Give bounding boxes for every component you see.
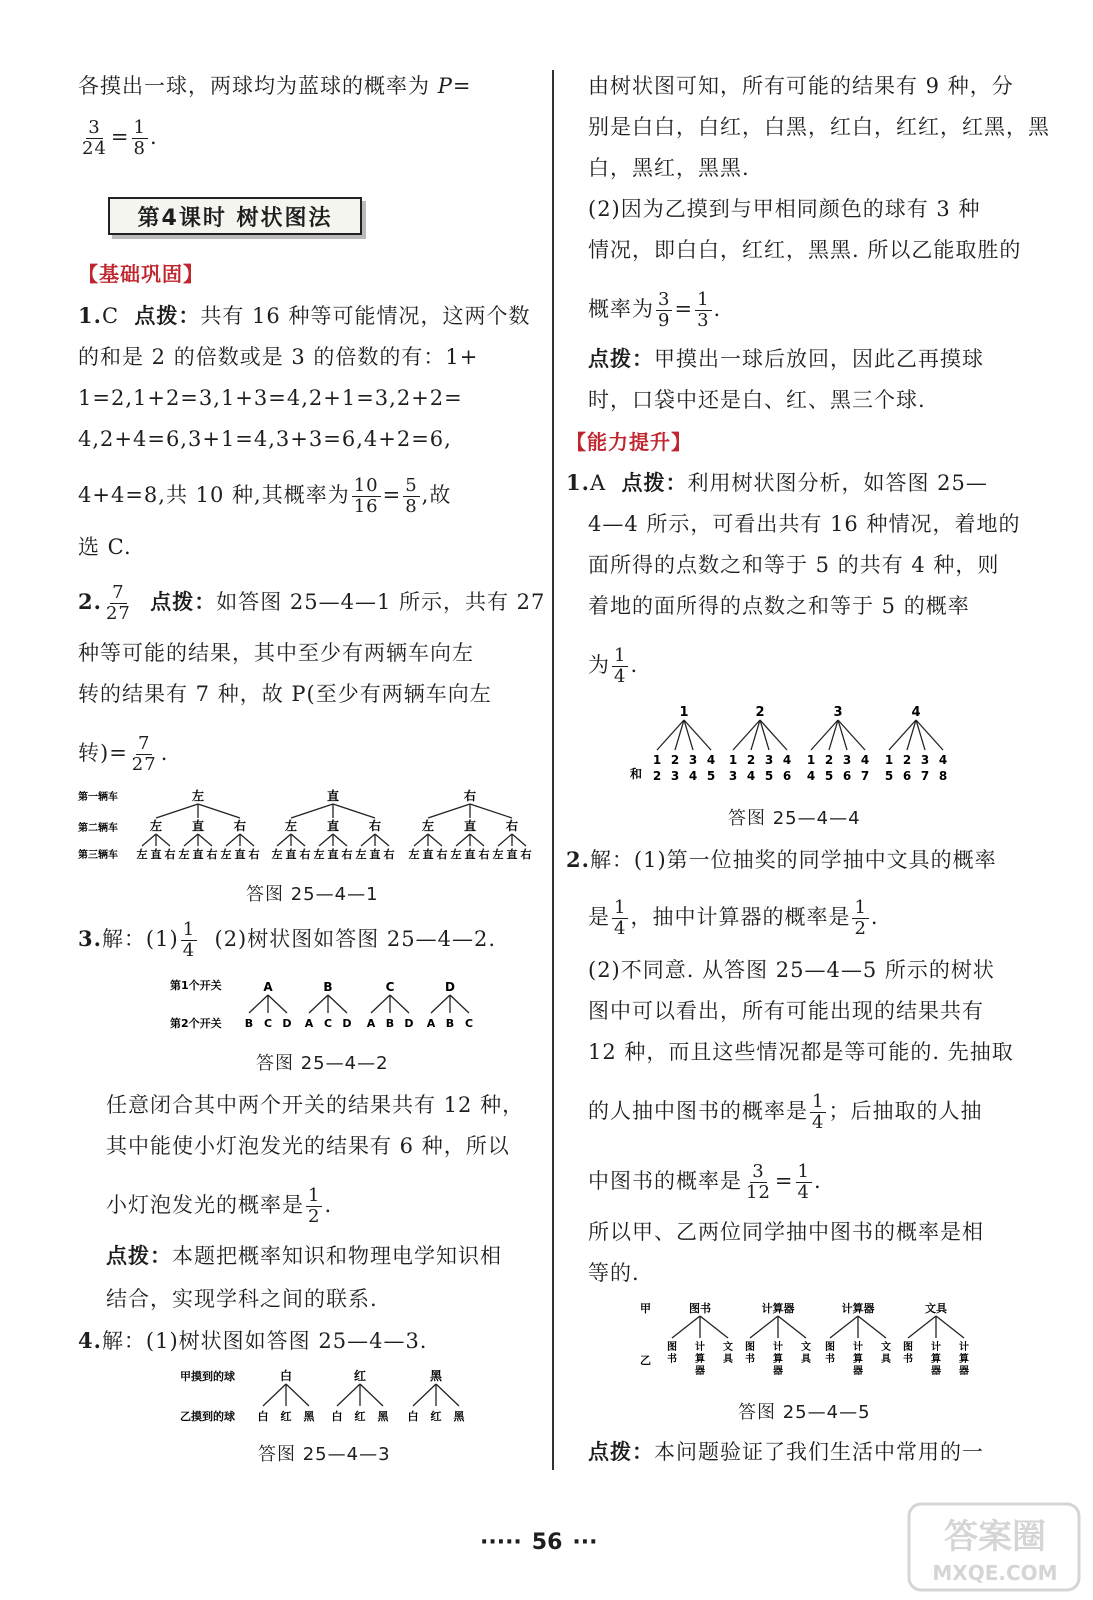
tree-branch (156, 804, 198, 818)
q3-hint: 点拨：本题把概率知识和物理电学知识相 (106, 1243, 502, 1268)
q4-line: 4.解：(1)树状图如答图 25—4—3. (78, 1328, 428, 1353)
tree-node: 左 (284, 819, 298, 833)
tree-leaf-char: 计 (959, 1342, 969, 1353)
tree-node: D (404, 1017, 414, 1030)
tree-node: C (263, 1017, 273, 1030)
tree-node: B (445, 1017, 455, 1030)
tree-node: 1 (728, 753, 738, 767)
tree-branch (431, 995, 450, 1013)
tree-diagram-25-4-1 (78, 786, 548, 866)
tree-leaf-char: 具 (881, 1354, 891, 1365)
q1-line: 选 C. (78, 535, 132, 559)
sum-value: 8 (938, 769, 948, 783)
tree-node: A (263, 980, 273, 994)
tree-leaf-char: 算 (959, 1354, 969, 1365)
tree-node: 右 (505, 819, 519, 833)
q1-line: 4,2+4=6,3+1=4,3+3=6,4+2=6, (78, 427, 452, 451)
a2-line: 中图书的概率是 $\frac{3}{12}$ = $\frac{1}{4}$ . (588, 1161, 822, 1203)
q3-line: 小灯泡发光的概率是 $\frac{1}{2}$ . (106, 1185, 333, 1227)
sum-value: 4 (746, 769, 756, 783)
tree-branch (226, 834, 240, 846)
tree-branch (390, 995, 409, 1013)
tree-node: 左 (220, 848, 232, 861)
tree-branch (268, 995, 287, 1013)
tree-leaf-char: 计 (773, 1342, 783, 1353)
q2-line: 转的结果有 7 种，故 P(至少有两辆车向左 (78, 682, 492, 706)
text-line: 由树状图可知，所有可能的结果有 9 种，分 (588, 74, 1014, 98)
tree-node: 1 (884, 753, 894, 767)
tree-leaf-char: 器 (853, 1366, 863, 1377)
tree-branch (414, 834, 428, 846)
q1-line: 的和是 2 的倍数或是 3 的倍数的有：1+ (78, 345, 479, 369)
tree-node: 左 (408, 848, 420, 861)
svg-text:MXQE.COM: MXQE.COM (932, 1561, 1058, 1585)
text-line: 情况，即白白，红红，黑黑. 所以乙能取胜的 (588, 238, 1022, 262)
row-label: 乙 (640, 1354, 651, 1367)
column-divider (552, 70, 554, 1470)
tree-branch (908, 1316, 936, 1338)
tree-diagram-25-4-2 (78, 975, 548, 1035)
fraction: $\frac{1}{8}$ (133, 117, 146, 159)
text-line: (2)因为乙摸到与甲相同颜色的球有 3 种 (588, 197, 981, 221)
row-label: 第2个开关 (170, 1017, 222, 1030)
page-number: ····· 56 ··· (480, 1530, 598, 1555)
tree-node: A (426, 1017, 436, 1030)
tree-node: 4 (938, 753, 948, 767)
sum-value: 5 (824, 769, 834, 783)
tree-node: 黑 (377, 1410, 389, 1423)
tree-node: 左 (178, 848, 190, 861)
tree-node: 4 (782, 753, 792, 767)
q1-line: 1=2,1+2=3,1+3=4,2+1=3,2+2= (78, 386, 463, 410)
tree-branch (456, 834, 470, 846)
tree-branch (249, 995, 268, 1013)
sum-value: 6 (842, 769, 852, 783)
tree-branch (286, 1384, 309, 1406)
text-line: 别是白白，白红，白黑，红白，红红，红黑，黑 (588, 115, 1050, 139)
sum-value: 2 (652, 769, 662, 783)
tree-diagram-25-4-4 (628, 700, 1008, 790)
tree-node: 直 (464, 848, 476, 861)
tree-leaf-char: 计 (695, 1342, 705, 1353)
tree-node: 白 (257, 1410, 269, 1423)
tree-node: 图书 (689, 1302, 711, 1315)
tree-branch (470, 804, 512, 818)
tree-node: 左 (271, 848, 283, 861)
hint-line: 点拨：甲摸出一球后放回，因此乙再摸球 (588, 346, 984, 371)
sum-value: 4 (806, 769, 816, 783)
sum-value: 5 (884, 769, 894, 783)
watermark-logo (905, 1500, 1085, 1595)
sum-label: 和 (629, 767, 643, 781)
tree-node: 右 (233, 819, 247, 833)
tree-branch (291, 834, 305, 846)
tree-leaf-char: 书 (667, 1354, 677, 1365)
q1-line: 4+4=8,共 10 种,其概率为 $\frac{10}{16}$ = $\frac{5}{8}$ ,故 (78, 475, 452, 517)
tree-node: 直 (150, 848, 162, 861)
row-label: 第1个开关 (170, 979, 222, 992)
q3-line: 任意闭合其中两个开关的结果共有 12 种， (106, 1093, 525, 1117)
q2-line: 转)= $\frac{7}{27}$ . (78, 733, 169, 775)
tree-node: 直 (463, 819, 477, 833)
tree-node: 文具 (925, 1302, 947, 1315)
sum-value: 5 (706, 769, 716, 783)
tree-branch (450, 995, 469, 1013)
tree-node: 直 (506, 848, 518, 861)
tree-node: 3 (688, 753, 698, 767)
tree-node: 2 (746, 753, 756, 767)
text-line: 各摸出一球，两球均为蓝球的概率为 P= (78, 74, 472, 98)
tree-leaf-char: 图 (903, 1342, 913, 1353)
row-label: 第二辆车 (78, 823, 118, 834)
tree-node: 左 (149, 819, 163, 833)
tree-node: 2 (902, 753, 912, 767)
tree-node: D (445, 980, 455, 994)
tree-leaf-char: 算 (853, 1354, 863, 1365)
sum-value: 6 (902, 769, 912, 783)
a2-line: 是 $\frac{1}{4}$ ，抽中计算器的概率是 $\frac{1}{2}$ . (588, 897, 879, 939)
tree-branch (263, 1384, 286, 1406)
tree-node: 红 (280, 1410, 292, 1423)
tree-leaf-char: 书 (903, 1354, 913, 1365)
text-line: 白，黑红，黑黑. (588, 156, 750, 180)
figure-caption: 答图 25—4—4 (728, 808, 861, 829)
tree-node: 左 (136, 848, 148, 861)
a2-line: 的人抽中图书的概率是 $\frac{1}{4}$ ；后抽取的人抽 (588, 1091, 983, 1133)
tree-branch (375, 834, 389, 846)
hint-line: 点拨：本问题验证了我们生活中常用的一 (588, 1439, 984, 1464)
tree-branch (156, 834, 170, 846)
tree-branch (333, 834, 347, 846)
tree-leaf-char: 算 (773, 1354, 783, 1365)
a1-line: 为 $\frac{1}{4}$ . (588, 645, 639, 687)
tree-node: 直 (369, 848, 381, 861)
tree-node: 右 (164, 848, 176, 861)
tree-node: 右 (463, 789, 477, 803)
tree-node: D (282, 1017, 292, 1030)
tree-branch (672, 1316, 700, 1338)
tree-leaf-char: 具 (801, 1354, 811, 1365)
a2-line: 2.解：(1)第一位抽奖的同学抽中文具的概率 (566, 847, 997, 872)
row-label: 第一辆车 (78, 792, 118, 803)
tree-node: 白 (331, 1410, 343, 1423)
tree-node: 左 (421, 819, 435, 833)
tree-leaf-char: 图 (667, 1342, 677, 1353)
row-label: 甲 (640, 1302, 651, 1315)
sum-value: 6 (782, 769, 792, 783)
tree-branch (337, 1384, 360, 1406)
tree-leaf-char: 器 (773, 1366, 783, 1377)
tree-branch (240, 834, 254, 846)
tree-branch (291, 804, 333, 818)
sum-value: 3 (670, 769, 680, 783)
tree-leaf-char: 器 (931, 1366, 941, 1377)
row-label: 乙摸到的球 (180, 1410, 235, 1423)
tree-node: 右 (383, 848, 395, 861)
tree-node: 黑 (429, 1369, 443, 1383)
tree-node: 直 (326, 789, 340, 803)
figure-caption: 答图 25—4—5 (738, 1402, 871, 1423)
fraction: $\frac{3}{24}$ (82, 117, 107, 159)
tree-branch (413, 1384, 436, 1406)
tree-branch (360, 1384, 383, 1406)
text-line: 时，口袋中还是白、红、黑三个球. (588, 388, 926, 412)
tree-node: 计算器 (841, 1302, 875, 1315)
tree-branch (428, 834, 442, 846)
tree-node: 4 (911, 705, 921, 720)
tree-leaf-char: 文 (881, 1342, 891, 1353)
tree-leaf-char: 器 (959, 1366, 969, 1377)
tree-branch (830, 1316, 858, 1338)
tree-branch (778, 1316, 806, 1338)
a2-line: 图中可以看出，所有可能出现的结果共有 (588, 999, 984, 1023)
tree-node: 黑 (453, 1410, 465, 1423)
tree-node: 4 (860, 753, 870, 767)
tree-node: 红 (353, 1369, 367, 1383)
tree-branch (700, 1316, 728, 1338)
tree-branch (277, 834, 291, 846)
tree-node: 右 (299, 848, 311, 861)
a2-line: 等的. (588, 1261, 640, 1285)
tree-node: C (464, 1017, 474, 1030)
row-label: 甲摸到的球 (180, 1370, 235, 1383)
tag-basic: 【基础巩固】 (78, 262, 204, 286)
tree-node: 2 (670, 753, 680, 767)
tree-node: 右 (206, 848, 218, 861)
tree-node: 右 (248, 848, 260, 861)
tree-branch (858, 1316, 886, 1338)
tree-node: 左 (450, 848, 462, 861)
a2-line: (2)不同意. 从答图 25—4—5 所示的树状 (588, 958, 995, 982)
tree-node: 3 (833, 705, 843, 720)
tree-leaf-char: 算 (931, 1354, 941, 1365)
tree-leaf-char: 图 (825, 1342, 835, 1353)
tree-node: 左 (492, 848, 504, 861)
q2-line: 2. $\frac{7}{27}$ 点拨：如答图 25—4—1 所示，共有 27 (78, 582, 546, 624)
tree-leaf-char: 书 (825, 1354, 835, 1365)
tree-leaf-char: 文 (801, 1342, 811, 1353)
a1-line: 1.A 点拨：利用树状图分析，如答图 25— (566, 470, 988, 495)
tree-node: 右 (520, 848, 532, 861)
tree-node: 右 (368, 819, 382, 833)
tree-node: 直 (285, 848, 297, 861)
tree-branch (198, 804, 240, 818)
tree-node: 左 (191, 789, 205, 803)
tree-node: 右 (436, 848, 448, 861)
tree-branch (498, 834, 512, 846)
sum-value: 4 (688, 769, 698, 783)
tree-leaf-char: 计 (853, 1342, 863, 1353)
tree-branch (428, 804, 470, 818)
a1-line: 4—4 所示，可看出共有 16 种情况，着地的 (588, 512, 1021, 536)
tree-node: 直 (327, 848, 339, 861)
tree-node: 直 (326, 819, 340, 833)
a2-line: 12 种，而且这些情况都是等可能的. 先抽取 (588, 1040, 1014, 1064)
tree-node: 1 (652, 753, 662, 767)
tag-ability: 【能力提升】 (566, 430, 692, 454)
tree-node: 左 (355, 848, 367, 861)
tree-branch (936, 1316, 964, 1338)
tree-branch (309, 995, 328, 1013)
tree-node: 1 (679, 705, 689, 720)
sum-value: 7 (860, 769, 870, 783)
tree-branch (470, 834, 484, 846)
tree-node: 直 (192, 848, 204, 861)
q3-line: 其中能使小灯泡发光的结果有 6 种，所以 (106, 1134, 510, 1158)
q1-line: 1.C 点拨：共有 16 种等可能情况，这两个数 (78, 303, 531, 328)
tree-leaf-char: 器 (695, 1366, 705, 1377)
tree-node: 计算器 (761, 1302, 795, 1315)
tree-diagram-25-4-5 (628, 1298, 1028, 1388)
text-line: $\frac{3}{24}$ = $\frac{1}{8}$ . (82, 117, 158, 159)
tree-node: D (342, 1017, 352, 1030)
tree-node: 红 (354, 1410, 366, 1423)
tree-node: 4 (706, 753, 716, 767)
tree-node: B (323, 980, 333, 994)
tree-node: 2 (824, 753, 834, 767)
tree-branch (361, 834, 375, 846)
tree-node: B (385, 1017, 395, 1030)
tree-branch (328, 995, 347, 1013)
tree-node: 3 (842, 753, 852, 767)
figure-caption: 答图 25—4—2 (256, 1053, 389, 1074)
a2-line: 所以甲、乙两位同学抽中图书的概率是相 (588, 1220, 984, 1244)
tree-leaf-char: 书 (745, 1354, 755, 1365)
tree-branch (198, 834, 212, 846)
tree-branch (750, 1316, 778, 1338)
tree-node: A (366, 1017, 376, 1030)
tree-diagram-25-4-3 (78, 1364, 548, 1424)
tree-leaf-char: 图 (745, 1342, 755, 1353)
tree-node: 白 (407, 1410, 419, 1423)
tree-branch (436, 1384, 459, 1406)
sum-value: 3 (728, 769, 738, 783)
sum-value: 5 (764, 769, 774, 783)
tree-branch (371, 995, 390, 1013)
tree-node: 3 (920, 753, 930, 767)
sum-value: 7 (920, 769, 930, 783)
tree-node: 右 (478, 848, 490, 861)
tree-leaf-char: 计 (931, 1342, 941, 1353)
tree-branch (142, 834, 156, 846)
tree-node: 黑 (303, 1410, 315, 1423)
tree-leaf-char: 算 (695, 1354, 705, 1365)
tree-branch (319, 834, 333, 846)
tree-node: C (323, 1017, 333, 1030)
q2-line: 种等可能的结果，其中至少有两辆车向左 (78, 641, 474, 665)
tree-node: 左 (313, 848, 325, 861)
svg-text:答案圈: 答案圈 (944, 1517, 1046, 1557)
q3-hint: 结合，实现学科之间的联系. (106, 1287, 378, 1311)
tree-node: 直 (422, 848, 434, 861)
tree-leaf-char: 文 (723, 1342, 733, 1353)
figure-caption: 答图 25—4—3 (258, 1444, 391, 1465)
tree-node: A (304, 1017, 314, 1030)
tree-node: 右 (341, 848, 353, 861)
tree-node: 红 (430, 1410, 442, 1423)
tree-node: 1 (806, 753, 816, 767)
tree-node: 直 (191, 819, 205, 833)
tree-branch (333, 804, 375, 818)
tree-node: B (244, 1017, 254, 1030)
section-title: 第4课时 树状图法 (108, 197, 362, 235)
a1-line: 着地的面所得的点数之和等于 5 的概率 (588, 594, 970, 618)
q3-line: 3.解：(1) $\frac{1}{4}$ (2)树状图如答图 25—4—2. (78, 919, 497, 961)
figure-caption: 答图 25—4—1 (246, 884, 379, 905)
tree-node: 白 (279, 1369, 293, 1383)
tree-branch (184, 834, 198, 846)
a1-line: 面所得的点数之和等于 5 的共有 4 种，则 (588, 553, 1000, 577)
row-label: 第三辆车 (78, 850, 118, 861)
tree-node: C (385, 980, 395, 994)
tree-leaf-char: 具 (723, 1354, 733, 1365)
tree-node: 3 (764, 753, 774, 767)
tree-node: 2 (755, 705, 765, 720)
tree-node: 直 (234, 848, 246, 861)
tree-branch (512, 834, 526, 846)
text-line: 概率为 $\frac{3}{9}$ = $\frac{1}{3}$ . (588, 289, 722, 331)
